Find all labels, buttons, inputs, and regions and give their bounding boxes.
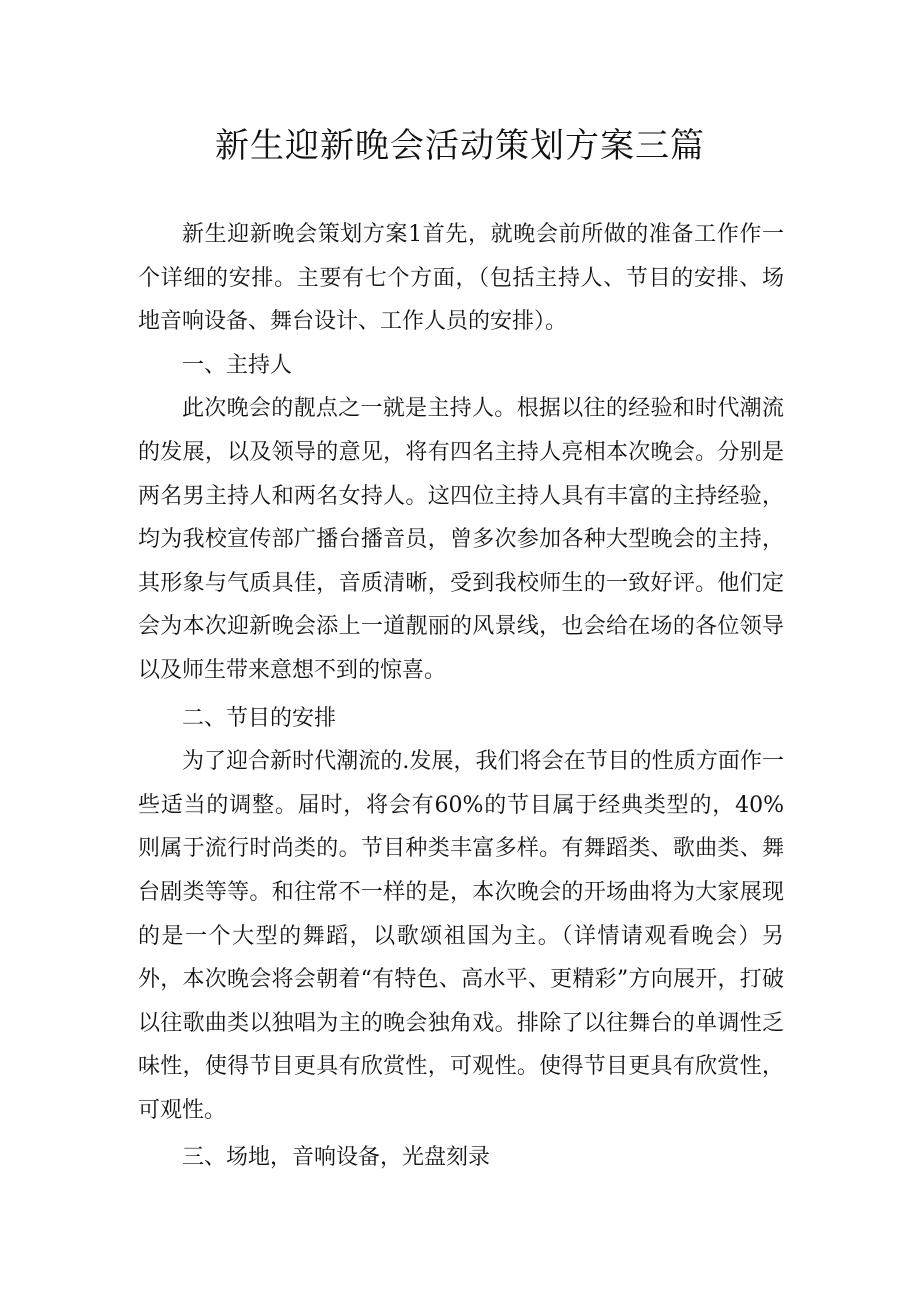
section-body-hosts: 此次晚会的靓点之一就是主持人。根据以往的经验和时代潮流的发展，以及领导的意见，将有四名主持人亮相本次晚会。分别是两名男主持人和两名女持人。这四位主持人具有丰富的主持经验，均为我校宣传部广播台播音员，曾多次参加各种大型晚会的主持，其形象与气质具佳，音质清晰，受到我校师生的一致好评。他们定会为本次迎新晚会添上一道靓丽的风景线，也会给在场的各位领导以及师生带来意想不到的惊喜。 [138, 396, 784, 683]
section-heading-program: 二、节目的安排 [182, 705, 337, 731]
section-heading-hosts: 一、主持人 [182, 352, 293, 378]
document-title: 新生迎新晚会活动策划方案三篇 [215, 126, 705, 166]
intro-paragraph: 新生迎新晚会策划方案1首先，就晚会前所做的准备工作作一个详细的安排。主要有七个方面，（包括主持人、节目的安排、场地音响设备、舞台设计、工作人员的安排）。 [138, 222, 784, 335]
section-body-program: 为了迎合新时代潮流的.发展，我们将会在节目的性质方面作一些适当的调整。届时，将会有60%的节目属于经典类型的，40%则属于流行时尚类的。节目种类丰富多样。有舞蹈类、歌曲类、舞台剧类等等。和往常不一样的是，本次晚会的开场曲将为大家展现的是一个大型的舞蹈，以歌颂祖国为主。（详情请观看晚会）另外，本次晚会将会朝着“有特色、高水平、更精彩”方向展开，打破以往歌曲类以独唱为主的晚会独角戏。排除了以往舞台的单调性乏味性，使得节目更具有欣赏性，可观性。使得节目更具有欣赏性，可观性。 [138, 749, 784, 1123]
section-heading-venue: 三、场地，音响设备，光盘刻录 [182, 1145, 491, 1171]
document-body [138, 213, 784, 1180]
